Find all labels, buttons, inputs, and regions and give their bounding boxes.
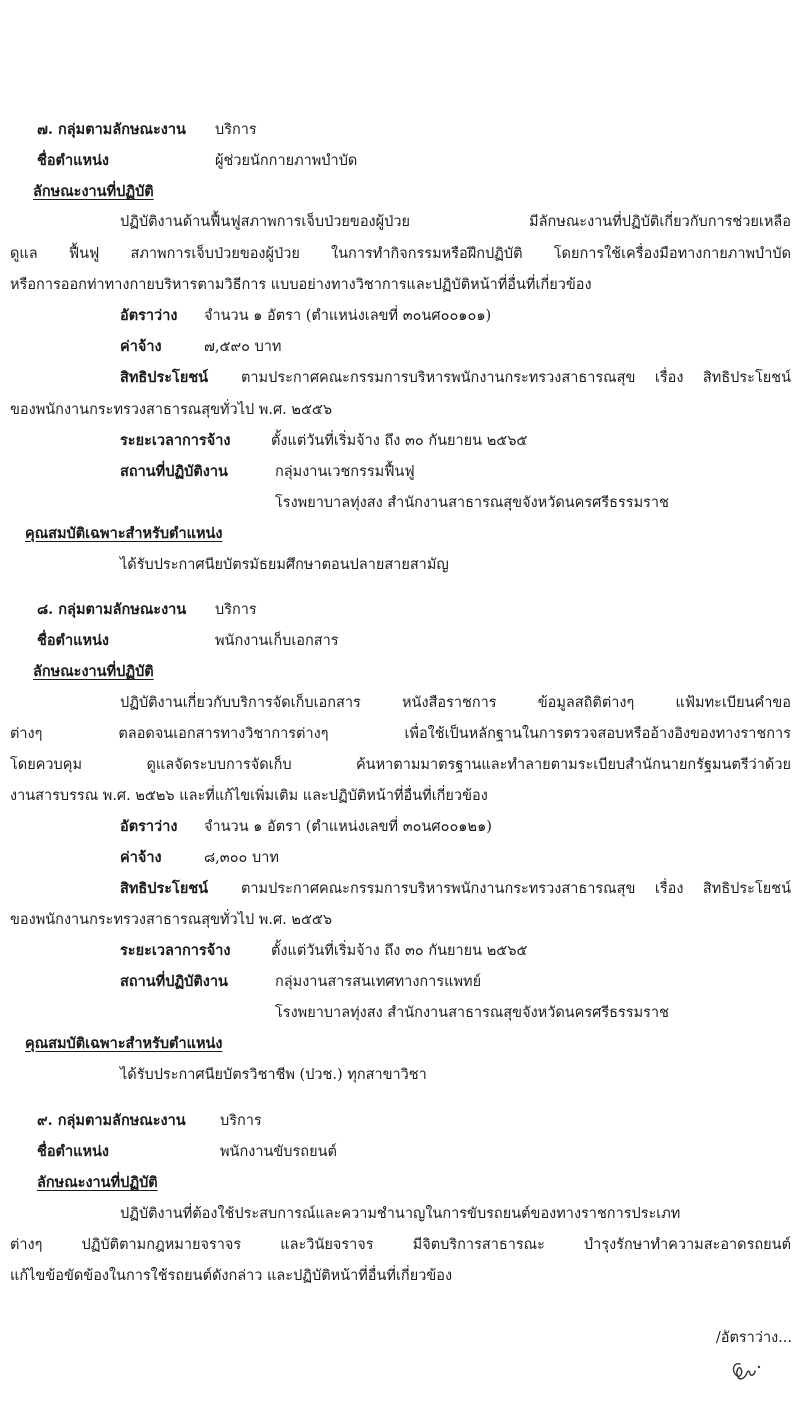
section-9-duties-line: ต่างๆ ปฏิบัติตามกฎหมายจราจร และวินัยจราจร มีจิตบริการสาธารณะ บำรุงรักษาทำความสะอาดรถยนต์ bbox=[10, 1237, 791, 1253]
section-9-heading-label: ๙. กลุ่มตามลักษณะงาน bbox=[37, 1112, 186, 1129]
section-7-workplace-label: สถานที่ปฏิบัติงาน bbox=[120, 463, 228, 480]
section-7-duties-line: หรือการออกท่าทางกายบริหารตามวิธีการ แบบอย่างทางวิชาการและปฏิบัติหน้าที่อื่นที่เกี่ยวข้อง bbox=[10, 277, 592, 293]
section-8-heading-value: บริการ bbox=[215, 602, 257, 618]
section-9-position-label: ชื่อตำแหน่ง bbox=[37, 1143, 110, 1160]
section-8-period-value: ตั้งแต่วันที่เริ่มจ้าง ถึง ๓๐ กันยายน ๒๕๖๕ bbox=[271, 943, 528, 959]
section-9-heading-value: บริการ bbox=[220, 1113, 262, 1129]
section-8-position-label: ชื่อตำแหน่ง bbox=[37, 632, 110, 649]
section-7-benefit-label: สิทธิประโยชน์ bbox=[120, 369, 209, 386]
section-7-heading-value: บริการ bbox=[215, 122, 257, 138]
section-9-duties-line: ปฏิบัติงานที่ต้องใช้ประสบการณ์และความชำนาญในการขับรถยนต์ของทางราชการประเภท bbox=[120, 1206, 681, 1222]
section-8-position-value: พนักงานเก็บเอกสาร bbox=[215, 633, 339, 649]
section-8-workplace-line2: โรงพยาบาลทุ่งสง สำนักงานสาธารณสุขจังหวัดนครศรีธรรมราช bbox=[275, 1005, 669, 1021]
signature-initials bbox=[728, 1356, 768, 1386]
section-8-vacancy-value: จำนวน ๑ อัตรา (ตำแหน่งเลขที่ ๓๐นศ๐๐๑๒๑) bbox=[204, 819, 492, 835]
section-8-duties-line: งานสารบรรณ พ.ศ. ๒๕๒๖ และที่แก้ไขเพิ่มเติม และปฏิบัติหน้าที่อื่นที่เกี่ยวข้อง bbox=[10, 788, 488, 804]
section-8-wage-label: ค่าจ้าง bbox=[120, 849, 162, 866]
section-8-duties-line: ต่างๆ ตลอดจนเอกสารทางวิชาการต่างๆ เพื่อใช้เป็นหลักฐานในการตรวจสอบหรืออ้างอิงของทางราชการ bbox=[10, 726, 791, 742]
section-8-workplace-label: สถานที่ปฏิบัติงาน bbox=[120, 973, 228, 990]
section-8-workplace-line1: กลุ่มงานสารสนเทศทางการแพทย์ bbox=[275, 974, 482, 990]
section-9-duties-line: แก้ไขข้อขัดข้องในการใช้รถยนต์ดังกล่าว และปฏิบัติหน้าที่อื่นที่เกี่ยวข้อง bbox=[10, 1268, 453, 1284]
section-8-benefit-line2: ของพนักงานกระทรวงสาธารณสุขทั่วไป พ.ศ. ๒๕๕๖ bbox=[10, 912, 333, 928]
section-7-wage-value: ๗,๕๙๐ บาท bbox=[204, 339, 282, 355]
section-7-workplace-line1: กลุ่มงานเวชกรรมฟื้นฟู bbox=[275, 464, 415, 480]
section-8-wage-value: ๘,๓๐๐ บาท bbox=[204, 850, 279, 866]
continuation-note: /อัตราว่าง... bbox=[715, 1330, 792, 1346]
section-7-position-label: ชื่อตำแหน่ง bbox=[37, 152, 110, 169]
section-7-duties-line: ปฏิบัติงานด้านฟื้นฟูสภาพการเจ็บป่วยของผู้ป่วย มีลักษณะงานที่ปฏิบัติเกี่ยวกับการช่วยเหลือ bbox=[120, 214, 791, 230]
section-8-qualification-value: ได้รับประกาศนียบัตรวิชาชีพ (ปวช.) ทุกสาขาวิชา bbox=[120, 1067, 427, 1083]
section-8-qualification-heading: คุณสมบัติเฉพาะสำหรับตำแหน่ง bbox=[25, 1035, 223, 1052]
section-8-heading-label: ๘. กลุ่มตามลักษณะงาน bbox=[37, 601, 187, 618]
section-8-benefit-line1: ตามประกาศคณะกรรมการบริหารพนักงานกระทรวงสาธารณสุข เรื่อง สิทธิประโยชน์ bbox=[241, 881, 791, 897]
section-7-qualification-heading: คุณสมบัติเฉพาะสำหรับตำแหน่ง bbox=[25, 525, 223, 542]
section-7-heading-label: ๗. กลุ่มตามลักษณะงาน bbox=[37, 121, 186, 138]
section-7-wage-label: ค่าจ้าง bbox=[120, 338, 162, 355]
section-7-workplace-line2: โรงพยาบาลทุ่งสง สำนักงานสาธารณสุขจังหวัดนครศรีธรรมราช bbox=[275, 495, 669, 511]
section-7-benefit-line1: ตามประกาศคณะกรรมการบริหารพนักงานกระทรวงสาธารณสุข เรื่อง สิทธิประโยชน์ bbox=[241, 370, 791, 386]
section-8-duties-heading: ลักษณะงานที่ปฏิบัติ bbox=[33, 663, 154, 680]
section-7-position-value: ผู้ช่วยนักกายภาพบำบัด bbox=[215, 153, 358, 169]
section-7-duties-line: ดูแล ฟื้นฟู สภาพการเจ็บป่วยของผู้ป่วย ในการทำกิจกรรมหรือฝึกปฏิบัติ โดยการใช้เครื่องมือทางกายภาพบำบัด bbox=[10, 246, 791, 262]
section-7-period-value: ตั้งแต่วันที่เริ่มจ้าง ถึง ๓๐ กันยายน ๒๕๖๕ bbox=[271, 433, 528, 449]
section-7-benefit-line2: ของพนักงานกระทรวงสาธารณสุขทั่วไป พ.ศ. ๒๕๕๖ bbox=[10, 402, 333, 418]
section-8-benefit-label: สิทธิประโยชน์ bbox=[120, 880, 209, 897]
section-9-position-value: พนักงานขับรถยนต์ bbox=[220, 1144, 337, 1160]
section-8-duties-line: ปฏิบัติงานเกี่ยวกับบริการจัดเก็บเอกสาร หนังสือราชการ ข้อมูลสถิติต่างๆ แฟ้มทะเบียนคำขอ bbox=[120, 695, 791, 711]
section-8-period-label: ระยะเวลาการจ้าง bbox=[120, 942, 231, 959]
section-8-vacancy-label: อัตราว่าง bbox=[120, 818, 178, 835]
section-7-duties-heading: ลักษณะงานที่ปฏิบัติ bbox=[33, 183, 154, 200]
section-7-period-label: ระยะเวลาการจ้าง bbox=[120, 432, 231, 449]
section-7-vacancy-label: อัตราว่าง bbox=[120, 307, 178, 324]
section-7-qualification-value: ได้รับประกาศนียบัตรมัธยมศึกษาตอนปลายสายสามัญ bbox=[120, 557, 449, 573]
section-9-duties-heading: ลักษณะงานที่ปฏิบัติ bbox=[37, 1174, 158, 1191]
section-7-vacancy-value: จำนวน ๑ อัตรา (ตำแหน่งเลขที่ ๓๐นศ๐๐๑๐๑) bbox=[204, 308, 492, 324]
section-8-duties-line: โดยควบคุม ดูแลจัดระบบการจัดเก็บ ค้นหาตามมาตรฐานและทำลายตามระเบียบสำนักนายกรัฐมนตรีว่าด้วย bbox=[10, 757, 791, 773]
